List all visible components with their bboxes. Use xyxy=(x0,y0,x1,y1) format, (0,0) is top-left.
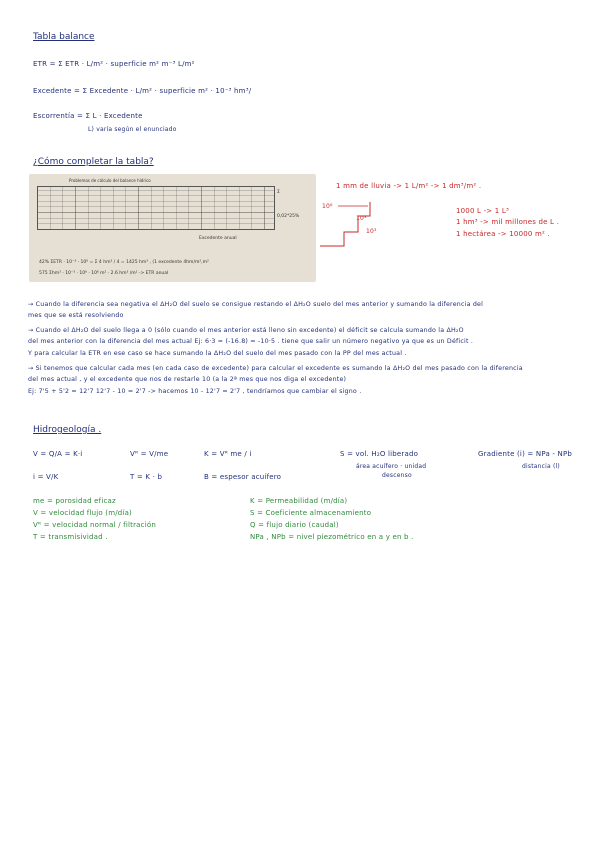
bullet-line-5: Y para calcular la ETR en ese caso se hace sumando la ΔH₂O del suelo del mes pasado con la PP del mes actual . xyxy=(28,350,407,357)
escorrentia-note: L) varía según el enunciado xyxy=(88,126,177,133)
photo-side-2: 0,02*25% xyxy=(277,214,300,219)
excedente-formula-line: Excedente = Σ Excedente · L/m² · superficie m² · 10⁻³ hm³/ xyxy=(33,87,252,95)
photo-side-3: Excedente anual xyxy=(199,236,237,241)
photo-side-1: Σ xyxy=(277,190,280,195)
photo-grid xyxy=(37,186,275,230)
red-note-exp-1: 10⁶ xyxy=(322,203,333,210)
formula-b: B = espesor acuífero xyxy=(204,473,282,481)
bullet-line-8: Ej: 7'5 + 5'2 = 12'7 12'7 - 10 = 2'7 -> hacemos 10 - 12'7 = 2'7 , tendríamos que cambiar el signo . xyxy=(28,388,362,395)
red-note-1000l: 1000 L -> 1 L³ xyxy=(456,207,509,215)
legend-vr: Vᴿ = velocidad normal / filtración xyxy=(33,521,156,529)
escorrentia-formula-line: Escorrentía = Σ L · Excedente xyxy=(33,112,143,120)
photo-line-2: 575 Σhm³ · 10⁻³ · 10⁶ · 10⁶ m² · 2.6 hm³ /m² -> ETR anual xyxy=(39,271,169,276)
red-note-lluvia: 1 mm de lluvia -> 1 L/m² -> 1 dm³/m² . xyxy=(336,182,482,190)
formula-gradiente-denominator: distancia (l) xyxy=(522,463,560,470)
photo-title: Problemas de cálculo del balance hídrico xyxy=(69,178,151,183)
etr-formula-line: ETR = Σ ETR · L/m² · superficie m² m⁻³ L/m² xyxy=(33,60,195,68)
formula-i: i = V/K xyxy=(33,473,59,481)
formula-s-descenso: descenso xyxy=(382,472,412,479)
red-note-hm3: 1 hm³ -> mil millones de L . xyxy=(456,218,559,226)
formula-gradiente: Gradiente (i) = NPa - NPb xyxy=(478,450,573,458)
formula-vr: Vᴿ = V/me xyxy=(130,450,169,458)
section-title-tabla-balance: Tabla balance xyxy=(33,32,95,42)
legend-v: V = velocidad flujo (m/día) xyxy=(33,509,132,517)
legend-me: me = porosidad eficaz xyxy=(33,497,116,505)
section-title-hidrogeologia: Hidrogeología . xyxy=(33,425,102,435)
bullet-line-1: → Cuando la diferencia sea negativa el ΔH₂O del suelo se consigue restando el ΔH₂O suelo del mes anterior y sumando la diferencia del xyxy=(28,301,484,308)
red-note-hectarea: 1 hectárea -> 10000 m² . xyxy=(456,230,550,238)
section-title-completar-tabla: ¿Cómo completar la tabla? xyxy=(33,157,154,167)
bullet-line-6: → Si tenemos que calcular cada mes (en cada caso de excedente) para calcular el excedente es sumando la ΔH₂O del mes pasado con la diferencia xyxy=(28,365,523,372)
bullet-line-7: del mes actual , y el excedente que nos de restarle 10 (a la 2ª mes que nos diga el excedente) xyxy=(28,376,347,383)
red-note-exp-3: 10³ xyxy=(366,228,377,235)
bullet-line-3: → Cuando el ΔH₂O del suelo llega a 0 (sólo cuando el mes anterior está lleno sin excedente) el déficit se calcula sumando la ΔH₂O xyxy=(28,327,464,334)
formula-velocidad: V = Q/A = K·i xyxy=(33,450,83,458)
formula-s: S = vol. H₂O liberado xyxy=(340,450,419,458)
legend-s: S = Coeficiente almacenamiento xyxy=(250,509,372,517)
photo-line-1: 42% ΣETR · 10⁻³ · 10⁶ = Σ 4 hm³ / 4 = 1425 hm³ , (1 excedente 4hm/m²,m² xyxy=(39,260,209,265)
legend-q: Q = flujo diario (caudal) xyxy=(250,521,339,529)
formula-s-denominator: área acuífero · unidad xyxy=(356,463,427,470)
bullet-line-2: mes que se está resolviendo xyxy=(28,312,124,319)
legend-t: T = transmisividad . xyxy=(33,533,108,541)
table-photo xyxy=(29,174,316,282)
bullet-line-4: del mes anterior con la diferencia del mes actual Ej: 6·3 = (-16.8) = -10·5 . tiene que salir un número negativo ya que es un Déficit . xyxy=(28,338,474,345)
legend-k: K = Permeabilidad (m/día) xyxy=(250,497,348,505)
formula-k: K = Vᴿ me / i xyxy=(204,450,252,458)
formula-t: T = K · b xyxy=(130,473,163,481)
red-note-exp-2: 10³ xyxy=(356,215,367,222)
legend-np: NPa , NPb = nivel piezométrico en a y en b . xyxy=(250,533,414,541)
